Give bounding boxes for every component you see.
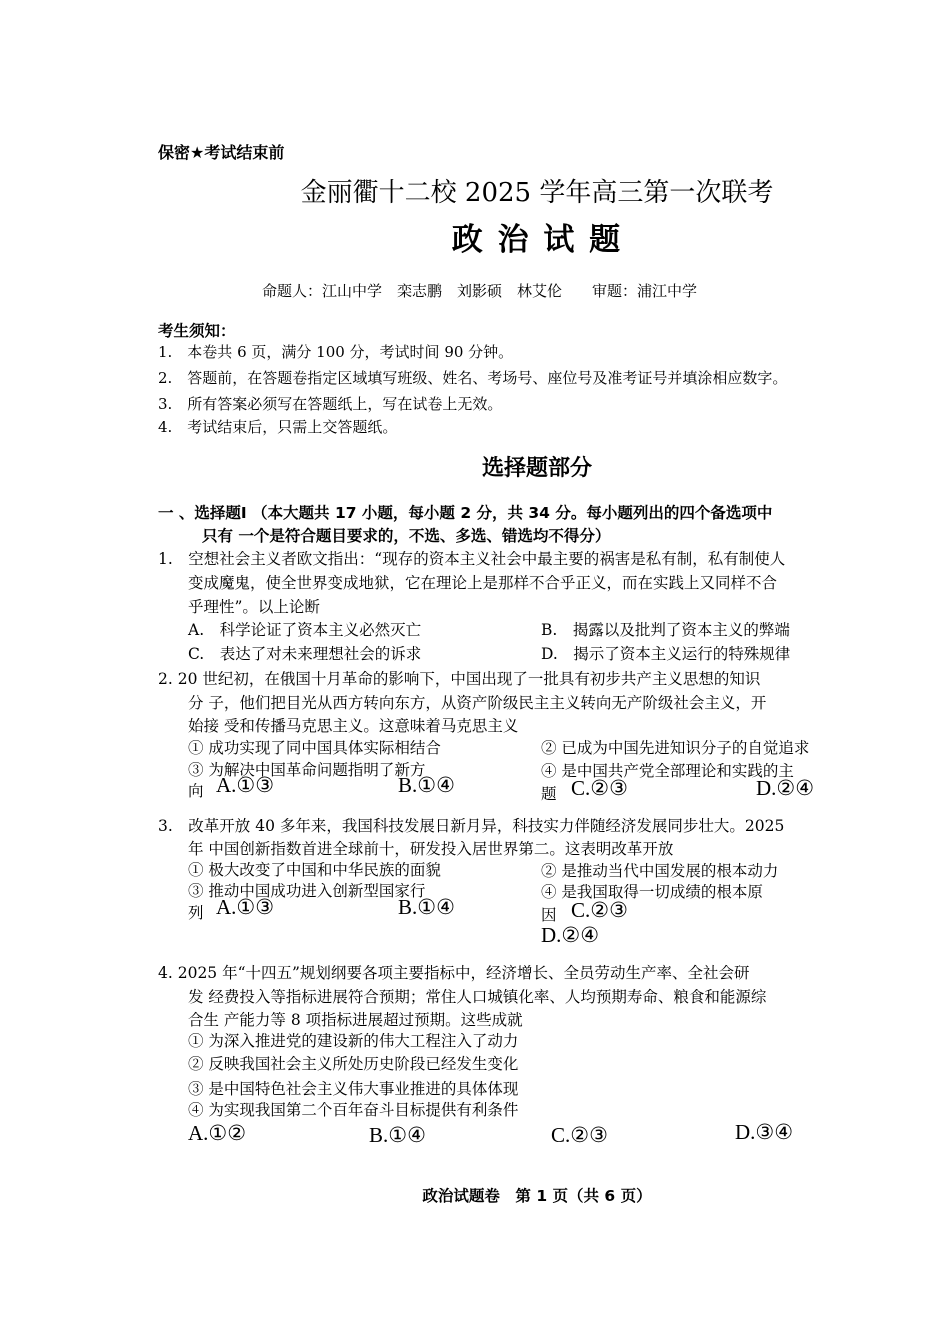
q3-statement-1: ① 极大改变了中国和中华民族的面貌 xyxy=(188,861,441,879)
q3-option-a: A.①③ xyxy=(216,895,275,919)
q4-option-c: C.②③ xyxy=(551,1123,608,1147)
q3-statement-2: ② 是推动当代中国发展的根本动力 xyxy=(541,862,779,880)
notice-heading: 考生须知： xyxy=(158,322,236,340)
q2-statement-1: ① 成功实现了同中国具体实际相结合 xyxy=(188,739,441,757)
q4-stem-line2: 发 经费投入等指标进展符合预期；常住人口城镇化率、人均预期寿命、粮食和能源综 xyxy=(188,988,767,1006)
q2-stem-line1: 2. 20 世纪初，在俄国十月革命的影响下，中国出现了一批具有初步共产主义思想的知识 xyxy=(158,670,761,688)
q4-option-b: B.①④ xyxy=(369,1123,426,1147)
q4-stem-line3: 合生 产能力等 8 项指标进展超过预期。这些成就 xyxy=(188,1011,523,1029)
part1-instructions-line2: 只有 一个是符合题目要求的，不选、多选、错选均不得分） xyxy=(202,527,611,545)
confidential-label: 保密★考试结束前 xyxy=(158,143,285,162)
q2-option-b: B.①④ xyxy=(398,773,455,797)
notice-item-3: 3. 所有答案必须写在答题纸上，写在试卷上无效。 xyxy=(158,395,503,413)
q2-stem-line2: 分 子，他们把目光从西方转向东方，从资产阶级民主主义转向无产阶级社会主义，开 xyxy=(188,694,767,712)
q4-statement-1: ① 为深入推进党的建设新的伟大工程注入了动力 xyxy=(188,1032,519,1050)
q2-statement-3: ③ 为解决中国革命问题指明了新方 xyxy=(188,761,426,779)
subject-title: 政 治 试 题 xyxy=(451,222,623,258)
exam-title: 金丽衢十二校 2025 学年高三第一次联考 xyxy=(300,178,774,208)
q2-option-a: A.①③ xyxy=(216,773,275,797)
section-title: 选择题部分 xyxy=(481,456,592,481)
q1-stem-line1: 1. 空想社会主义者欧文指出：“现存的资本主义社会中最主要的祸害是私有制，私有制使人 xyxy=(158,550,786,568)
page-footer: 政治试题卷 第 1 页（共 6 页） xyxy=(422,1187,652,1205)
q2-statement-4-cont: 题 xyxy=(541,785,557,803)
q1-option-c: C. 表达了对未来理想社会的诉求 xyxy=(188,645,422,663)
notice-item-2: 2. 答题前，在答题卷指定区域填写班级、姓名、考场号、座位号及准考证号并填涂相应数字。 xyxy=(158,369,788,387)
q1-stem-line2: 变成魔鬼，使全世界变成地狱，它在理论上是那样不合乎正义，而在实践上又同样不合 xyxy=(188,574,778,592)
q2-stem-line3: 始接 受和传播马克思主义。这意味着马克思主义 xyxy=(188,717,519,735)
q1-option-b: B. 揭露以及批判了资本主义的弊端 xyxy=(541,621,790,639)
q4-stem-line1: 4. 2025 年“十四五”规划纲要各项主要指标中，经济增长、全员劳动生产率、全社会研 xyxy=(158,964,750,982)
q1-option-a: A. 科学论证了资本主义必然灭亡 xyxy=(188,621,422,639)
q2-option-d: D.②④ xyxy=(756,776,815,800)
q4-option-a: A.①② xyxy=(188,1121,247,1145)
q3-stem-line1: 3. 改革开放 40 多年来，我国科技发展日新月异，科技实力伴随经济发展同步壮大。2025 xyxy=(158,817,785,835)
notice-item-1: 1. 本卷共 6 页，满分 100 分，考试时间 90 分钟。 xyxy=(158,343,514,361)
q4-statement-3: ③ 是中国特色社会主义伟大事业推进的具体体现 xyxy=(188,1080,519,1098)
q3-option-c: C.②③ xyxy=(571,898,628,922)
part1-instructions-line1: 一 、选择题Ⅰ （本大题共 17 小题，每小题 2 分，共 34 分。每小题列出的四个备选项中 xyxy=(158,504,773,522)
q4-statement-4: ④ 为实现我国第二个百年奋斗目标提供有利条件 xyxy=(188,1101,519,1119)
q2-statement-4: ④ 是中国共产党全部理论和实践的主 xyxy=(541,762,794,780)
q1-option-d: D. 揭示了资本主义运行的特殊规律 xyxy=(541,645,791,663)
q1-stem-line3: 乎理性”。以上论断 xyxy=(188,598,320,616)
q3-statement-4-cont: 因 xyxy=(541,906,557,924)
q3-option-d: D.②④ xyxy=(541,923,600,947)
q3-statement-3-cont: 列 xyxy=(188,904,204,922)
q3-statement-4: ④ 是我国取得一切成绩的根本原 xyxy=(541,883,763,901)
notice-item-4: 4. 考试结束后，只需上交答题纸。 xyxy=(158,418,398,436)
q3-option-b: B.①④ xyxy=(398,895,455,919)
q3-statement-3: ③ 推动中国成功进入创新型国家行 xyxy=(188,882,426,900)
q2-statement-3-cont: 向 xyxy=(188,782,204,800)
q2-option-c: C.②③ xyxy=(571,776,628,800)
q4-option-d: D.③④ xyxy=(735,1120,794,1144)
q2-statement-2: ② 已成为中国先进知识分子的自觉追求 xyxy=(541,739,810,757)
q4-statement-2: ② 反映我国社会主义所处历史阶段已经发生变化 xyxy=(188,1055,519,1073)
authors-line: 命题人：江山中学 栾志鹏 刘影硕 林艾伦 审题：浦江中学 xyxy=(262,282,698,300)
q3-stem-line2: 年 中国创新指数首进全球前十，研发投入居世界第二。这表明改革开放 xyxy=(188,840,674,858)
